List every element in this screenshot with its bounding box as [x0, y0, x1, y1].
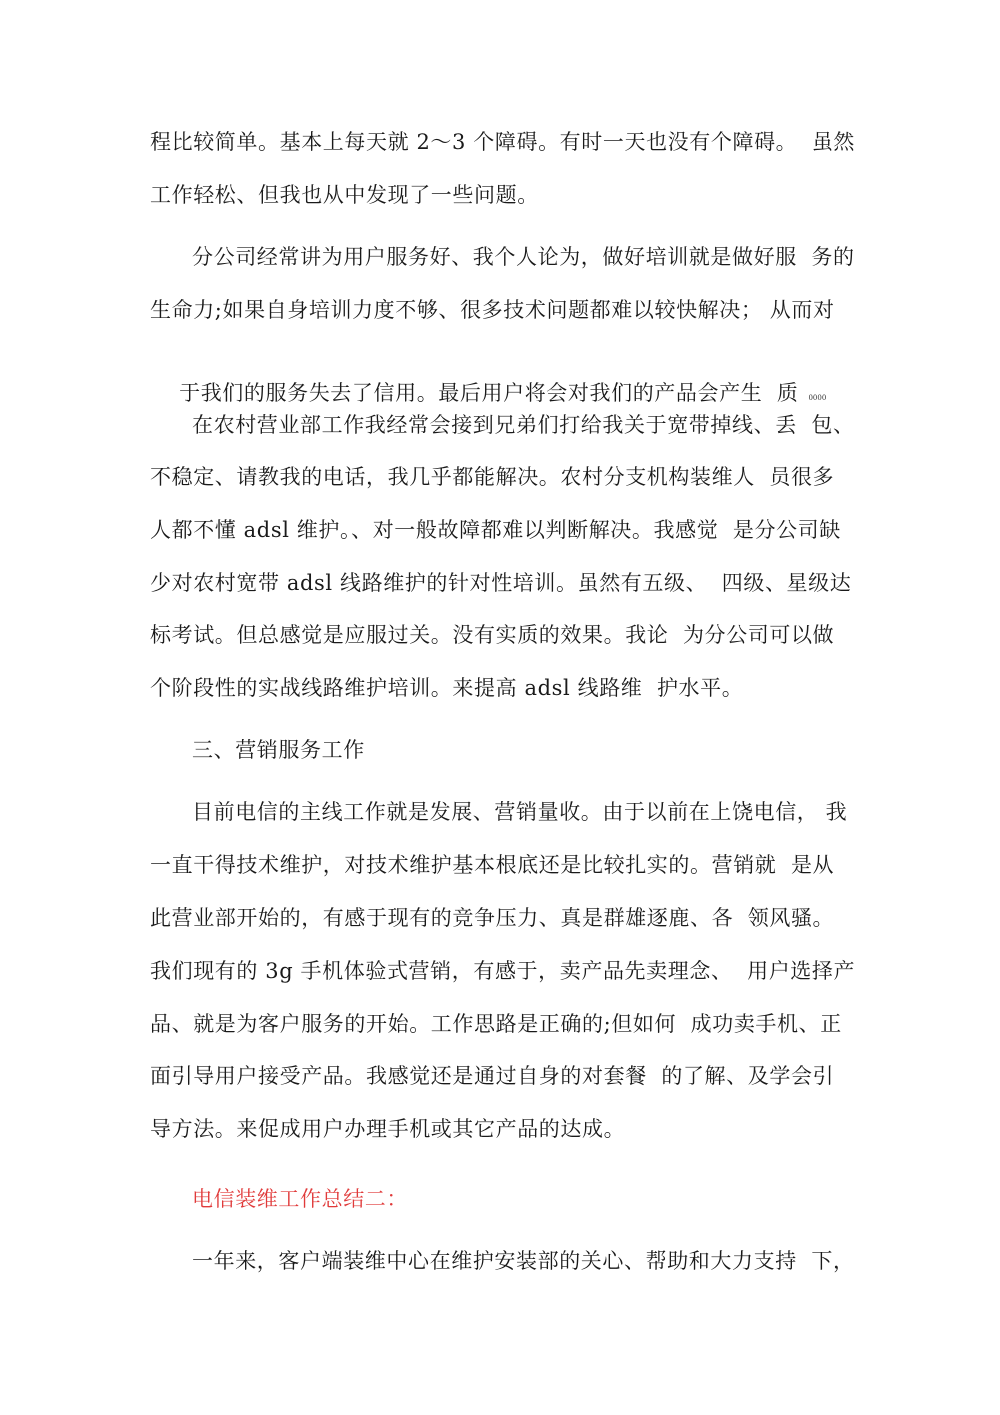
trailing-mark: 0000 [808, 394, 827, 402]
paragraph-line: 此营业部开始的，有感于现有的竞争压力、真是群雄逐鹿、各 领风骚。 [150, 906, 835, 930]
paragraph-line: 少对农村宽带 adsl 线路维护的针对性培训。虽然有五级、 四级、星级达 [150, 571, 852, 595]
paragraph-line: 导方法。来促成用户办理手机或其它产品的达成。 [150, 1117, 626, 1141]
paragraph-line: 面引导用户接受产品。我感觉还是通过自身的对套餐 的了解、及学会引 [150, 1064, 835, 1088]
paragraph-line: 程比较简单。基本上每天就 2～3 个障碍。有时一天也没有个障碍。 虽然 [150, 130, 856, 154]
paragraph-line: 分公司经常讲为用户服务好、我个人论为，做好培训就是做好服 务的 [192, 245, 855, 269]
paragraph-line: 人都不懂 adsl 维护。、对一般故障都难以判断解决。我感觉 是分公司缺 [150, 518, 841, 542]
paragraph-line: 工作轻松、但我也从中发现了一些问题。 [150, 183, 539, 207]
paragraph-line: 一直干得技术维护，对技术维护基本根底还是比较扎实的。营销就 是从 [150, 853, 835, 877]
paragraph-line: 不稳定、请教我的电话，我几乎都能解决。农村分支机构装维人 员很多 [150, 465, 835, 489]
section-heading: 三、营销服务工作 [192, 738, 365, 762]
paragraph-line: 品、就是为客户服务的开始。工作思路是正确的;但如何 成功卖手机、正 [150, 1012, 842, 1036]
paragraph-line: 目前电信的主线工作就是发展、营销量收。由于以前在上饶电信， 我 [192, 800, 848, 824]
paragraph-line: 个阶段性的实战线路维护培训。来提高 adsl 线路维 护水平。 [150, 676, 744, 700]
summary-heading: 电信装维工作总结二： [192, 1187, 408, 1211]
paragraph-text: 于我们的服务失去了信用。最后用户将会对我们的产品会产生 质 [179, 381, 799, 405]
paragraph-line: 标考试。但总感觉是应服过关。没有实质的效果。我论 为分公司可以做 [150, 623, 835, 647]
paragraph-line: 一年来，客户端装维中心在维护安装部的关心、帮助和大力支持 下， [192, 1249, 855, 1273]
paragraph-line: 在农村营业部工作我经常会接到兄弟们打给我关于宽带掉线、丢 包、 [192, 413, 855, 437]
paragraph-line: 生命力;如果自身培训力度不够、很多技术问题都难以较快解决； 从而对 [150, 298, 835, 322]
paragraph-line: 我们现有的 3g 手机体验式营销，有感于，卖产品先卖理念、 用户选择产 [150, 959, 856, 983]
